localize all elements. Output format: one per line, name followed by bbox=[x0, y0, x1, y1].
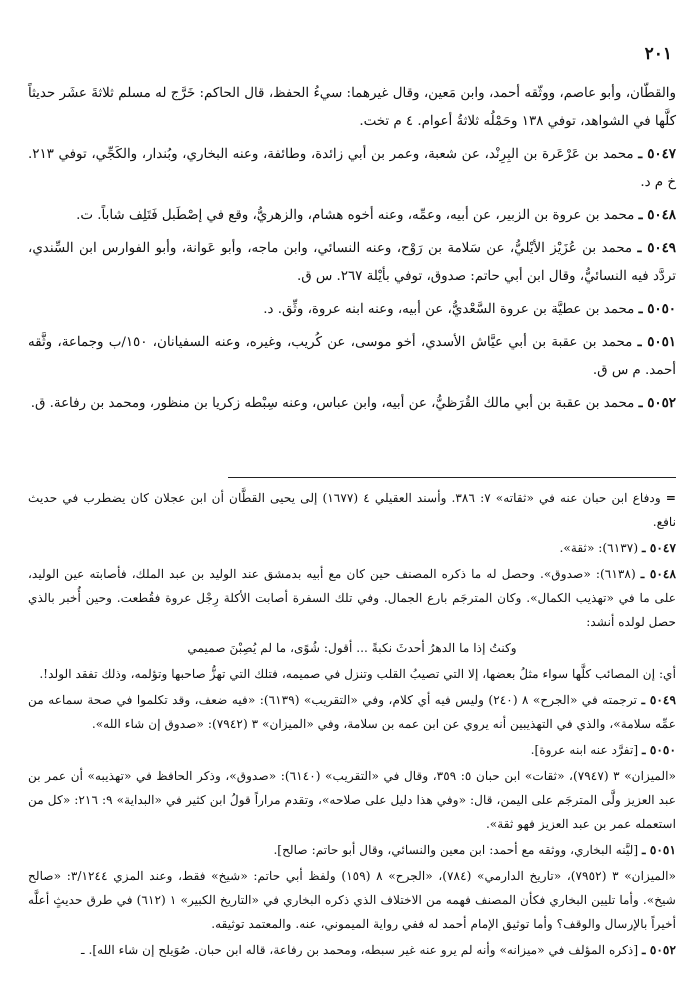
footnote-divider bbox=[228, 477, 676, 478]
footnote-verse: وكنتُ إذا ما الدهرُ أحدثَ نكبةً ... أقول: شُوًى، ما لم يُصِبْنَ صميمي bbox=[187, 641, 517, 655]
footnote-5050: ٥٠٥٠ ـ [تفرَّد عنه ابنه عروة]. bbox=[530, 743, 676, 757]
footnote-verse-explanation: أي: إن المصائب كلَّها سواء مثلُ بعضها، إلا التي تصيبُ القلب وتنزل في صميمه، فتلك التي تهزُّ صاحبها وتؤلمه، وذلك تفقد الولد!. bbox=[39, 667, 676, 681]
footnote-5049: ٥٠٤٩ ـ ترجمته في «الجرح» ٨ (٢٤٠) وليس فيه أي كلام، وفي «التقريب» (٦١٣٩): «فيه ضعف، وقد تكلموا في صحة سماعه من عمِّه سلامة»، والذي في التهذيبين أنه يروي عن ابن عمه بن سلامة، وفي «الميزان» ٣ (٧٩٤٢): «صدوق إن شاء الله». bbox=[28, 693, 677, 731]
footnotes bbox=[28, 486, 676, 964]
entry-5050: ٥٠٥٠ ـ محمد بن عطيَّة بن عروة السَّعْديُّ، عن أبيه، وعنه ابنه عروة، وثِّق. د. bbox=[263, 301, 676, 317]
entry-continuation: والقطّان، وأبو عاصم، ووثّقه أحمد، وابن مَعين، وقال غيرهما: سيءُ الحفظ، قال الحاكم: خَرَّج له مسلم ثلاثةَ عشَر حديثاً كلَّها في الشواهد، توفي ١٣٨ وحَمْلُه ثلاثةُ أعوام. ٤ م تخت. bbox=[28, 86, 676, 129]
entry-5048: ٥٠٤٨ ـ محمد بن عروة بن الزبير، عن أبيه، وعمِّه، وعنه أخوه هشام، والزهريُّ، وقع في إصْطَبل فَتَلِف شاباً. ت. bbox=[76, 207, 676, 223]
page-number: ٢٠١ bbox=[644, 44, 672, 64]
footnote-5052: ٥٠٥٢ ـ [ذكره المؤلف في «ميزانه» وأنه لم يرو عنه غير سبطه، ومحمد بن رفاعة، قاله ابن حبان. صُوَيلح إن شاء الله]. ـ bbox=[81, 943, 676, 957]
footnote-5047: ٥٠٤٧ ـ (٦١٣٧): «ثقة». bbox=[559, 541, 676, 555]
entry-5051: ٥٠٥١ ـ محمد بن عقبة بن أبي عيَّاش الأسدي، أخو موسى، عن كُريب، وغيره، وعنه السفيانان، ١٥٠/ب وجماعة، وثَّقه أحمد. م س ق. bbox=[28, 334, 676, 378]
entry-5052: ٥٠٥٢ ـ محمد بن عقبة بن أبي مالك القُرَظيُّ، عن أبيه، وابن عباس، وعنه سِبْطه زكريا بن منظور، ومحمد بن رفاعة. ق. bbox=[30, 395, 676, 411]
footnote-5048: ٥٠٤٨ ـ (٦١٣٨): «صدوق». وحصل له ما ذكره المصنف حين كان مع أبيه بدمشق عند الوليد بن عبد الملك، فأصابته عين الوليد، على ما في «تهذيب الكمال». وكان المترجَم بارع الجمال. وفي تلك السفرة أصابت الأكلة رِجْل عروة فقُطعت. وحين أُخبر بالذي حصل لولده أنشد: bbox=[28, 567, 676, 629]
footnote-5051-detail: «الميزان» ٣ (٧٩٥٢)، «تاريخ الدارمي» (٧٨٤)، «الجرح» ٨ (١٥٩) ولفظ أبي حاتم: «شيخ» فقط، وعند المزي ٣/١٢٤٤: «صالح شيخ». وأما تليين البخاري فكأن المصنف فهمه من الاختلاف الذي ذكره البخاري في «التاريخ الكبير» ١ (٦١٢) في طرق حديثٍ أعلَّه أخيراً بالإرسال والوقف؟ وأما توثيق الإمام أحمد له ففي رواية الميموني، عنه. والمعتمد توثيقه. bbox=[28, 869, 677, 931]
entry-5049: ٥٠٤٩ ـ محمد بن عُزَيْز الأيْليُّ، عن سَلامة بن رَوْح، وعنه النسائي، وابن ماجه، وأبو عَوانة، وأبو الفوارس ابن السِّندي، تردَّد فيه النسائيُّ، وقال ابن أبي حاتم: صدوق، توفي بأيْلة ٢٦٧. س ق. bbox=[28, 240, 676, 284]
document-page bbox=[28, 40, 676, 970]
footnote-5050-detail: «الميزان» ٣ (٧٩٤٧)، «ثقات» ابن حبان ٥: ٣٥٩، وقال في «التقريب» (٦١٤٠): «صدوق»، وذكر الحافظ في «تهذيبه» أن عمر بن عبد العزيز ولَّى المترجَم على اليمن، قال: «وفي هذا دليل على صلاحه»، وتقدم مراراً قولُ ابن كثير في «البداية» ٩: ٢١٦: «كل من استعمله عمر بن عبد العزيز فهو ثقة». bbox=[28, 769, 677, 831]
footnote-continuation: = ودفاع ابن حبان عنه في «ثقاته» ٧: ٣٨٦. وأسند العقيلي ٤ (١٦٧٧) إلى يحيى القطَّان أن ابن عجلان كان يضطرب في حديث نافع. bbox=[28, 491, 676, 529]
entry-5047: ٥٠٤٧ ـ محمد بن عَرْعَرة بن البِرِنْد، عن شعبة، وعمر بن أبي زائدة، وطائفة، وعنه البخاري، وبُندار، والكَجِّي، توفي ٢١٣. خ م د. bbox=[28, 146, 676, 190]
footnote-5051: ٥٠٥١ ـ [ليَّنه البخاري، ووثقه مع أحمد: ابن معين والنسائي، وقال أبو حاتم: صالح]. bbox=[273, 843, 676, 857]
main-entries bbox=[28, 80, 676, 422]
